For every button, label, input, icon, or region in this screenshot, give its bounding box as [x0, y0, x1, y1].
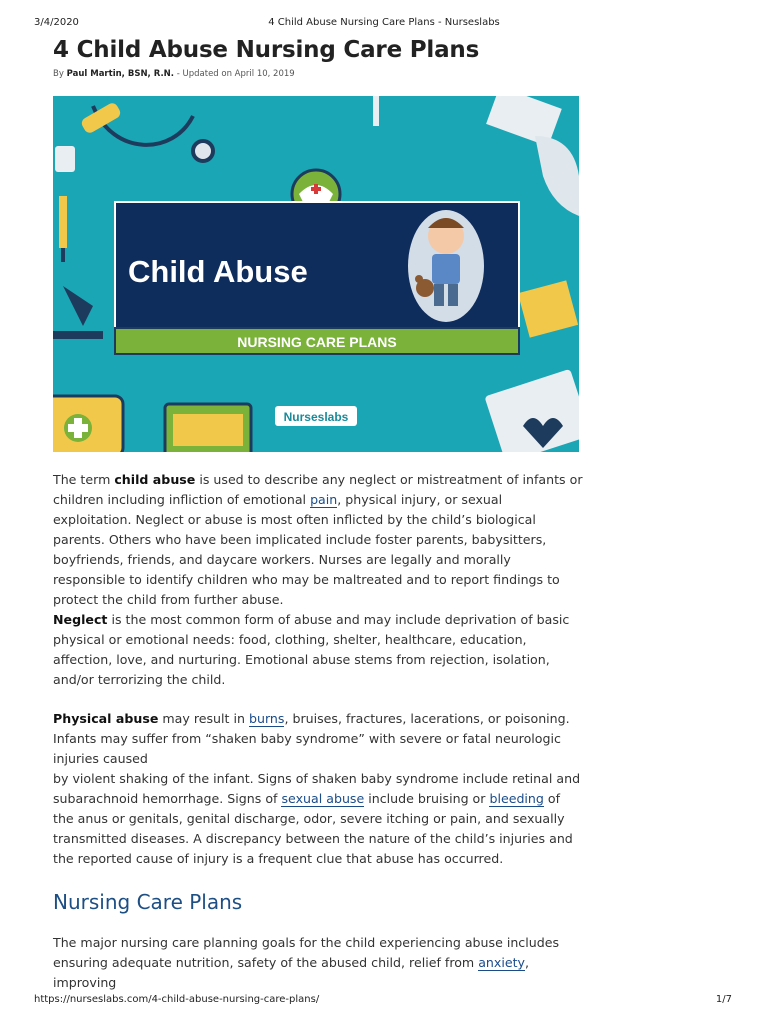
- p1-text-3: , physical injury, or sexual exploitation. Neglect or abuse is most often inflicted by the child’s biological parents. Others who have been implicated include foster parents, babysitters, boyfriends, friends, and daycare workers. Nurses are legally and morally responsible to identify children who may be maltreated and to report findings to protect the child from further abuse.: [53, 492, 560, 607]
- nurseslabs-logo: Nurseslabs: [283, 410, 349, 424]
- p3-text-5: of the anus or genitals, genital discharge, odor, severe itching or pain, and sexually transmitted diseases. A discrepancy between the nature of the child’s injuries and the reported cause of injury is a frequent clue that abuse has occurred.: [53, 791, 573, 866]
- print-page-title: 4 Child Abuse Nursing Care Plans - Nurseslabs: [268, 17, 500, 28]
- section-heading-nursing-care-plans: Nursing Care Plans: [53, 890, 243, 914]
- term-child-abuse: child abuse: [114, 472, 196, 487]
- p1-text-1: The term: [53, 472, 115, 487]
- child-illustration-icon: [408, 210, 484, 322]
- pen-icon: [373, 96, 379, 126]
- term-physical-abuse: Physical abuse: [53, 711, 159, 726]
- print-url: https://nurseslabs.com/4-child-abuse-nursing-care-plans/: [34, 994, 320, 1005]
- byline-prefix: By: [53, 69, 64, 79]
- article-header: [53, 34, 579, 79]
- hero-image: [53, 96, 579, 452]
- pill-pack-icon: [55, 146, 75, 172]
- hero-heading: Child Abuse: [128, 254, 308, 289]
- paragraph-neglect: [53, 610, 583, 690]
- p3-text-3: by violent shaking of the infant. Signs of shaken baby syndrome include retinal and subarachnoid hemorrhage. Signs of: [53, 771, 581, 806]
- sexual-abuse-link[interactable]: sexual abuse: [281, 791, 365, 806]
- print-page-number: 1/7: [715, 994, 732, 1005]
- hero-banner-text: NURSING CARE PLANS: [237, 334, 397, 350]
- first-aid-kit-icon: [53, 396, 123, 452]
- p3-text-4: include bruising or: [364, 791, 490, 806]
- paragraph-goals: [53, 933, 583, 993]
- p4-text-2: , improving: [53, 955, 530, 990]
- print-footer: [0, 994, 768, 1008]
- byline: [53, 69, 579, 79]
- anxiety-link[interactable]: anxiety: [478, 955, 525, 970]
- updated-date: Updated on April 10, 2019: [182, 69, 295, 79]
- p3-text-2: , bruises, fractures, lacerations, or poisoning. Infants may suffer from “shaken baby syndrome” with severe or fatal neurologic injuries caused: [53, 711, 570, 766]
- p4-text-1: The major nursing care planning goals for the child experiencing abuse includes ensuring adequate nutrition, safety of the abused child, relief from: [53, 935, 560, 970]
- article-title: 4 Child Abuse Nursing Care Plans: [53, 37, 480, 63]
- print-header: [0, 17, 768, 31]
- pain-link[interactable]: pain: [310, 492, 338, 507]
- author-link[interactable]: Paul Martin, BSN, R.N.: [66, 69, 175, 79]
- paragraph-intro: [53, 470, 583, 610]
- p2-text-1: is the most common form of abuse and may include deprivation of basic physical or emotional needs: food, clothing, shelter, healthcare, education, affection, love, and nurturing. Emotional abuse stems from rejection, isolation, and/or terrorizing the child.: [53, 612, 570, 687]
- term-neglect: Neglect: [53, 612, 108, 627]
- monitor-icon: [165, 404, 251, 452]
- p3-text-1: may result in: [158, 711, 249, 726]
- p1-text-2: is used to describe any neglect or mistreatment of infants or children including infliction of emotional: [53, 472, 583, 507]
- burns-link[interactable]: burns: [248, 711, 285, 726]
- byline-separator: -: [176, 69, 180, 79]
- paragraph-physical-abuse: [53, 709, 583, 869]
- bleeding-link[interactable]: bleeding: [489, 791, 544, 806]
- print-date: 3/4/2020: [34, 17, 79, 28]
